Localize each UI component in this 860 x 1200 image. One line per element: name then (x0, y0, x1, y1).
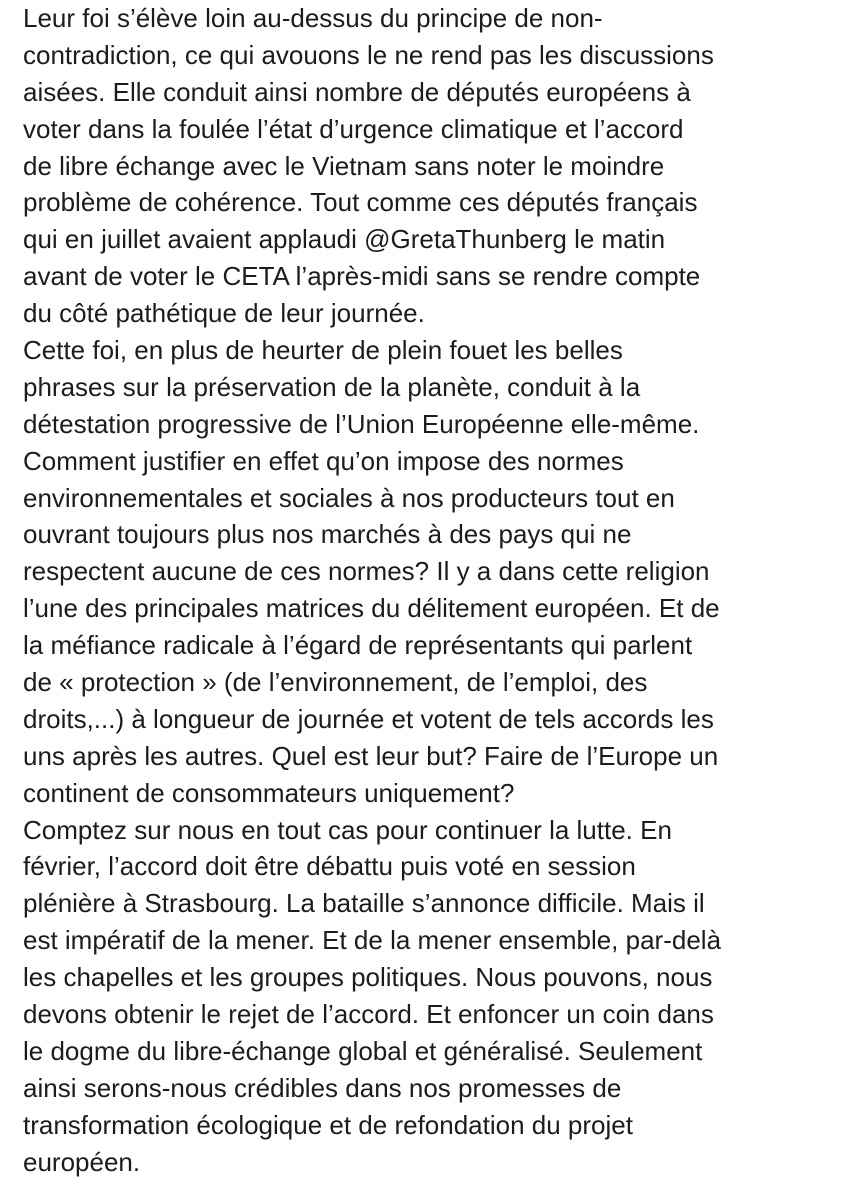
text-line: voter dans la foulée l’état d’urgence climatique et l’accord (23, 113, 684, 144)
text-line: avant de voter le CETA l’après-midi sans se rendre compte (23, 261, 701, 292)
text-line: Comment justifier en effet qu’on impose des normes (23, 445, 624, 476)
text-line: qui en juillet avaient applaudi @GretaThunberg le matin (23, 224, 666, 255)
text-line: la méfiance radicale à l’égard de représentants qui parlent (23, 630, 693, 661)
text-line: le dogme du libre-échange global et généralisé. Seulement (23, 1035, 703, 1066)
text-line: droits,...) à longueur de journée et votent de tels accords les (23, 703, 714, 734)
text-line: uns après les autres. Quel est leur but? Faire de l’Europe un (23, 740, 719, 771)
text-line: aisées. Elle conduit ainsi nombre de députés européens à (23, 76, 691, 107)
text-line: détestation progressive de l’Union Européenne elle-même. (23, 408, 700, 439)
text-line: plénière à Strasbourg. La bataille s’annonce difficile. Mais il (23, 888, 705, 919)
text-line: du côté pathétique de leur journée. (23, 298, 425, 329)
text-line: les chapelles et les groupes politiques. Nous pouvons, nous (23, 962, 713, 993)
text-line: l’une des principales matrices du délitement européen. Et de (23, 593, 720, 624)
text-line: Leur foi s’élève loin au-dessus du principe de non- (23, 3, 603, 33)
text-line: respectent aucune de ces normes? Il y a dans cette religion (23, 556, 710, 587)
text-line: problème de cohérence. Tout comme ces députés français (23, 187, 698, 218)
text-line: est impératif de la mener. Et de la mener ensemble, par-delà (23, 925, 722, 956)
text-line: ainsi serons-nous crédibles dans nos promesses de (23, 1072, 622, 1103)
text-line: phrases sur la préservation de la planète, conduit à la (23, 371, 641, 402)
text-line: Comptez sur nous en tout cas pour continuer la lutte. En (23, 814, 672, 845)
text-line: ouvrant toujours plus nos marchés à des pays qui ne (23, 519, 632, 550)
text-line: continent de consommateurs uniquement? (23, 777, 515, 808)
text-line: de « protection » (de l’environnement, de l’emploi, des (23, 667, 648, 698)
text-line: février, l’accord doit être débattu puis voté en session (23, 851, 636, 882)
text-line: européen. (23, 1146, 141, 1177)
note-text-body (23, 0, 853, 1181)
text-line: Cette foi, en plus de heurter de plein fouet les belles (23, 335, 623, 366)
text-line: de libre échange avec le Vietnam sans noter le moindre (23, 150, 665, 181)
text-line: environnementales et sociales à nos producteurs tout en (23, 482, 675, 513)
text-line: transformation écologique et de refondation du projet (23, 1109, 633, 1140)
text-line: contradiction, ce qui avouons le ne rend pas les discussions (23, 39, 714, 70)
text-line: devons obtenir le rejet de l’accord. Et enfoncer un coin dans (23, 999, 714, 1030)
